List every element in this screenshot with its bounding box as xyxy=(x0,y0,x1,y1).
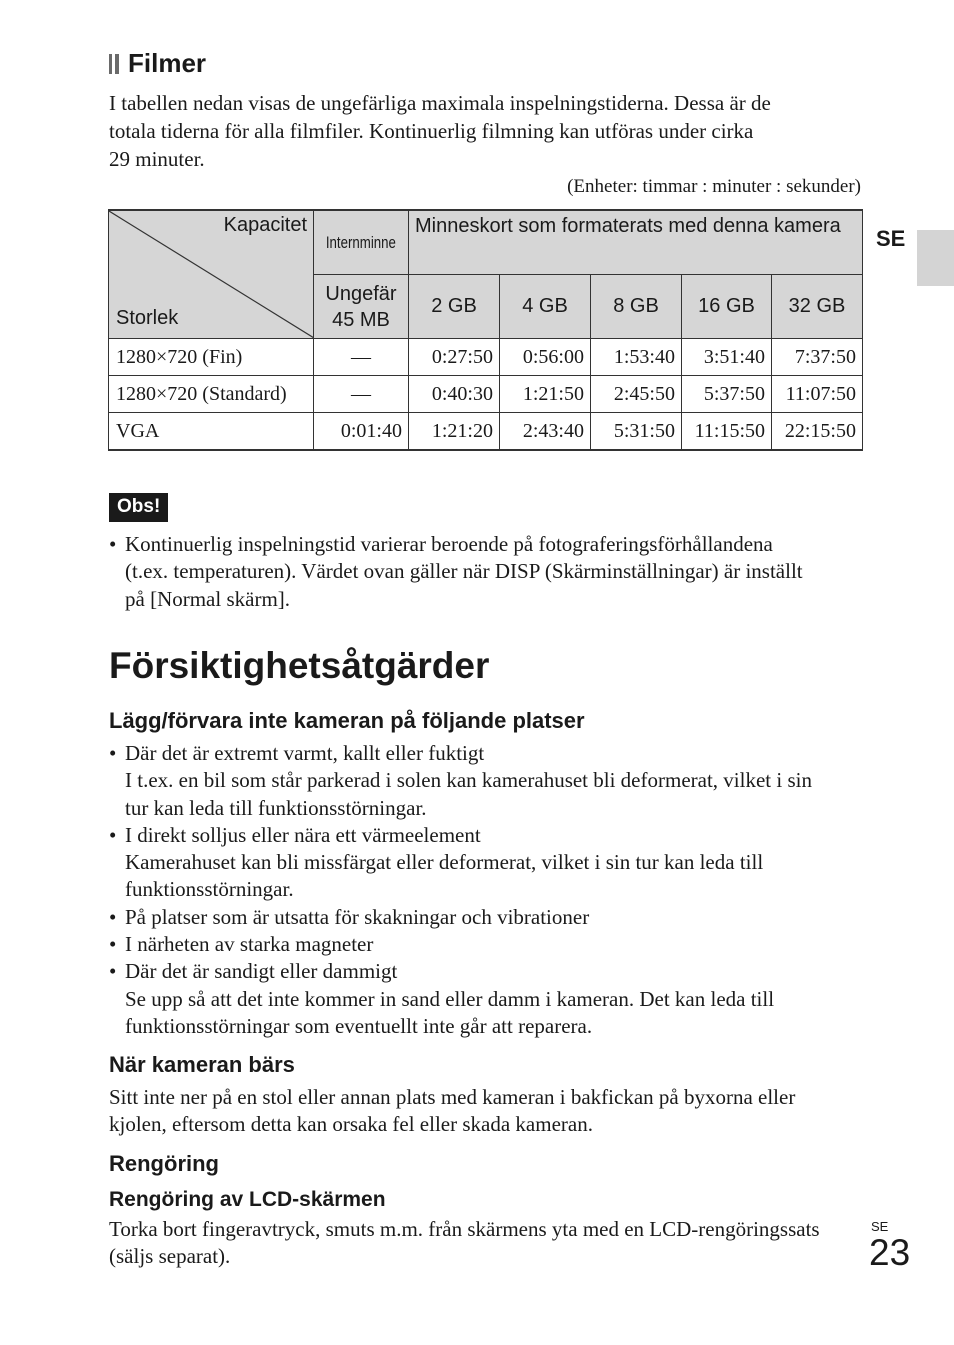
card-size-cell: 2 GB xyxy=(409,275,500,339)
item-line: På platser som är utsatta för skakningar och vibrationer xyxy=(125,904,590,929)
section-heading-text: Filmer xyxy=(128,48,207,78)
table-row xyxy=(109,413,863,451)
list-item xyxy=(109,740,869,822)
value-cell: 11:07:50 xyxy=(772,376,863,413)
item-line: funktionsstörningar som eventuellt inte går att reparera. xyxy=(125,1013,593,1038)
table-corner-cell xyxy=(109,210,314,339)
memory-card-header: Minneskort som formaterats med denna kamera xyxy=(409,210,863,275)
note-badge: Obs! xyxy=(109,493,168,522)
card-size-cell: 4 GB xyxy=(500,275,591,339)
list-item xyxy=(109,931,869,958)
value-cell: 2:43:40 xyxy=(500,413,591,451)
section-heading-filmer xyxy=(109,48,206,79)
value-cell: 0:40:30 xyxy=(409,376,500,413)
value-cell: 0:56:00 xyxy=(500,339,591,376)
internal-memory-label: Internminne xyxy=(325,233,397,252)
item-line: I närheten av starka magneter xyxy=(125,932,374,957)
language-tab xyxy=(917,230,954,286)
list-item xyxy=(109,958,869,1040)
filmer-intro xyxy=(109,89,869,173)
bullet-icon: • xyxy=(109,822,117,847)
item-line: Där det är extremt varmt, kallt eller fuktigt xyxy=(125,741,485,765)
bullet-icon: • xyxy=(109,904,117,929)
note-line: (t.ex. temperaturen). Värdet ovan gäller när DISP (Skärminställningar) är inställt xyxy=(125,559,803,584)
places-heading: Lägg/förvara inte kameran på följande platser xyxy=(109,708,585,733)
bullet-icon: • xyxy=(109,932,117,957)
internal-size-line: 45 MB xyxy=(332,308,390,331)
item-line: I direkt solljus eller nära ett värmeelement xyxy=(125,822,481,847)
item-line: tur kan leda till funktionsstörningar. xyxy=(125,795,427,820)
carry-heading: När kameran bärs xyxy=(109,1052,295,1077)
internal-size-cell xyxy=(314,275,409,339)
item-line: I t.ex. en bil som står parkerad i solen kan kamerahuset bli deformerat, vilket i sin xyxy=(125,768,812,793)
table-row xyxy=(109,339,863,376)
item-line: Se upp så att det inte kommer in sand eller damm i kameran. Det kan leda till xyxy=(125,986,775,1011)
item-line: Kamerahuset kan bli missfärgat eller deformerat, vilket i sin tur kan leda till xyxy=(125,850,764,875)
intro-line: totala tiderna för alla filmfiler. Kontinuerlig filmning kan utföras under cirka xyxy=(109,119,754,143)
carry-line: kjolen, eftersom detta kan orsaka fel eller skada kameran. xyxy=(109,1112,593,1136)
value-cell: 22:15:50 xyxy=(772,413,863,451)
value-cell: 1:21:20 xyxy=(409,413,500,451)
value-cell: 3:51:40 xyxy=(682,339,772,376)
list-item xyxy=(109,822,869,904)
lcd-cleaning-heading: Rengöring av LCD-skärmen xyxy=(109,1188,386,1211)
card-size-cell: 16 GB xyxy=(682,275,772,339)
places-list xyxy=(109,740,869,1040)
bullet-icon: • xyxy=(109,959,117,984)
recording-time-table xyxy=(108,209,863,451)
units-note: (Enheter: timmar : minuter : sekunder) xyxy=(567,176,861,197)
note-list xyxy=(109,531,869,613)
value-cell: 5:37:50 xyxy=(682,376,772,413)
table-row xyxy=(109,376,863,413)
lcd-line: Torka bort fingeravtryck, smuts m.m. från skärmens yta med en LCD-rengöringssats xyxy=(109,1217,820,1241)
section-marker-icon xyxy=(109,54,122,74)
page-title: Försiktighetsåtgärder xyxy=(109,645,490,686)
corner-size-label: Storlek xyxy=(116,307,179,329)
bullet-icon: • xyxy=(109,741,117,765)
page-number: 23 xyxy=(869,1232,911,1273)
value-cell: 1:21:50 xyxy=(500,376,591,413)
language-label: SE xyxy=(876,226,906,251)
value-cell: 7:37:50 xyxy=(772,339,863,376)
bullet-icon: • xyxy=(109,532,117,556)
value-cell: — xyxy=(314,376,409,413)
carry-text xyxy=(109,1084,869,1138)
value-cell: 0:27:50 xyxy=(409,339,500,376)
card-size-cell: 32 GB xyxy=(772,275,863,339)
value-cell: 1:53:40 xyxy=(591,339,682,376)
lcd-cleaning-text xyxy=(109,1216,869,1270)
value-cell: 2:45:50 xyxy=(591,376,682,413)
intro-line: I tabellen nedan visas de ungefärliga maximala inspelningstiderna. Dessa är de xyxy=(109,91,771,115)
internal-memory-header xyxy=(314,210,409,275)
page-lang-label: SE xyxy=(871,1219,889,1234)
row-size-cell: VGA xyxy=(109,413,314,451)
list-item xyxy=(109,531,869,613)
item-line: funktionsstörningar. xyxy=(125,877,294,902)
value-cell: 11:15:50 xyxy=(682,413,772,451)
list-item xyxy=(109,904,869,931)
value-cell: 5:31:50 xyxy=(591,413,682,451)
internal-size-line: Ungefär xyxy=(325,282,397,305)
intro-line: 29 minuter. xyxy=(109,147,205,171)
value-cell: — xyxy=(314,339,409,376)
carry-line: Sitt inte ner på en stol eller annan plats med kameran i bakfickan på byxorna eller xyxy=(109,1085,796,1109)
lcd-line: (säljs separat). xyxy=(109,1244,231,1268)
item-line: Där det är sandigt eller dammigt xyxy=(125,959,398,984)
cleaning-heading: Rengöring xyxy=(109,1151,219,1176)
row-size-cell: 1280×720 (Fin) xyxy=(109,339,314,376)
card-size-cell: 8 GB xyxy=(591,275,682,339)
corner-capacity-label: Kapacitet xyxy=(223,214,307,236)
note-line: på [Normal skärm]. xyxy=(125,586,291,611)
row-size-cell: 1280×720 (Standard) xyxy=(109,376,314,413)
value-cell: 0:01:40 xyxy=(314,413,409,451)
note-line: Kontinuerlig inspelningstid varierar beroende på fotograferingsförhållandena xyxy=(125,532,773,556)
